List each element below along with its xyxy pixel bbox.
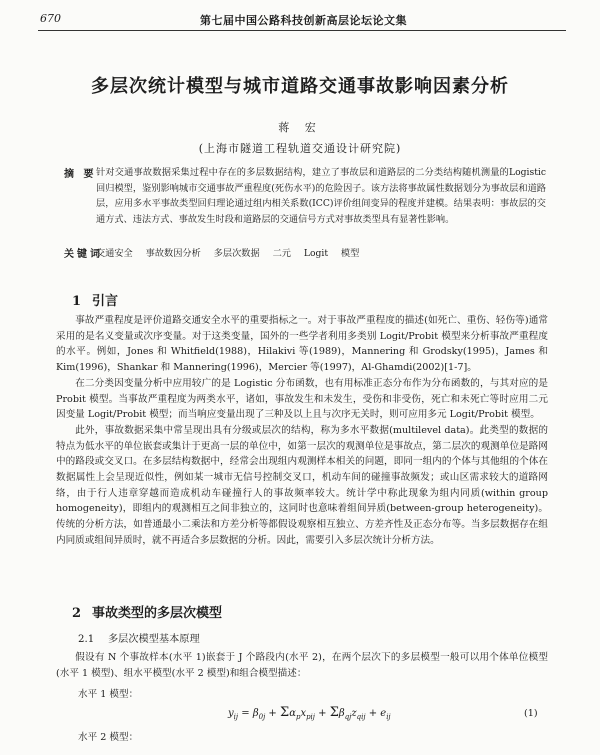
paragraph: 在二分类因变量分析中应用较广的是 Logistic 分布函数，也有用标准正态分布作为分布函数的，与其对应的是 Probit 模型。当事故严重程度为两类水平，诸如，事故发生和未发生，受伤和非受伤，死亡和未死亡等时应用二元因变量 Logit/Probit 模型；而当响应变量出现了三种及以上且与次序无关时，则可应用多元 Logit/Probit 模型。 xyxy=(56,377,548,421)
section2-body xyxy=(56,650,548,681)
paragraph: 假设有 N 个事故样本(水平 1)嵌套于 J 个路段内(水平 2)，在两个层次下的多层模型一般可以用个体单位模型(水平 1 模型)、组水平模型(水平 2 模型)和组合模型描述： xyxy=(56,652,548,679)
subsection-heading xyxy=(78,630,200,645)
author: 蒋 宏 xyxy=(278,121,322,134)
keywords-label: 关键词 xyxy=(64,249,103,260)
page-header xyxy=(0,6,600,28)
section-number: 2 xyxy=(72,606,82,621)
level2-label: 水平 2 模型： xyxy=(78,732,139,743)
page-number: 670 xyxy=(40,12,61,25)
equation-number: (1) xyxy=(524,708,538,719)
abstract-text: 针对交通事故数据采集过程中存在的多层数据结构，建立了事故层和道路层的二分类结构随机测量的Logistic回归模型，鉴别影响城市交通事故严重程度(死伤水平)的危险因子。该方法将事故属性数据划分为事故层和道路层，应用多水平事故类型回归理论通过组内相关系数(ICC)评价组间变异的程度并建模。结果表明：事故层的交通方式、违法方式、事故发生时段和道路层的交通信号方式对事故类型具有显著性影响。 xyxy=(96,167,546,226)
abstract-label: 摘 要 xyxy=(64,169,97,180)
running-title: 第七届中国公路科技创新高层论坛论文集 xyxy=(200,14,407,27)
section-title: 事故类型的多层次模型 xyxy=(92,606,223,621)
paper-title: 多层次统计模型与城市道路交通事故影响因素分析 xyxy=(91,76,509,97)
section-number: 1 xyxy=(72,294,82,309)
section-heading-1 xyxy=(72,290,118,309)
section-heading-2 xyxy=(72,602,222,621)
subsection-number: 2.1 xyxy=(78,634,95,645)
equation-1 xyxy=(228,705,391,721)
level1-label: 水平 1 模型： xyxy=(78,689,139,700)
keywords-text: 交通安全 事故数因分析 多层次数据 二元 Logit 模型 xyxy=(96,248,360,259)
paragraph: 此外，事故数据采集中常呈现出具有分级或层次的结构，称为多水平数据(multilevel data)。此类型的数据的特点为低水平的单位嵌套或集计于更高一层的单位中，如第一层次的观测单位是事故点，第二层次的观测单位是路网中的路段或交叉口。在多层结构数据中，经常会出现组内观测样本相关的问题，即同一组内的个体与其他组的个体在数据属性上会呈现近似性，例如某一城市无信号控制交叉口，机动车间的碰撞事故频发；或山区需求较大的道路网络，由于行人违章穿越而造成机动车碰撞行人的事故频率较大。统计学中称此现象为组内同质(within group homogeneity)，即组内的观测相互之间非独立的，这同时也意味着组间异质(between-group heterogeneity)。传统的分析方法，如普通最小二乘法和方差分析等都假设观察相互独立、方差齐性及正态分布等。当多层数据存在组内同质或组间异质时，就不再适合多层数据的分析。因此，需要引入多层次统计分析方法。 xyxy=(56,424,548,546)
header-rule xyxy=(38,30,566,31)
formula-glyph: $y_{ij} = \beta_{0j} + \Sigma\alpha_px_{pij} + \Sigma\beta_{qj}z_{qij} + e_{ij}$ xyxy=(228,705,391,721)
section1-body xyxy=(56,313,548,549)
subsection-title: 多层次模型基本原理 xyxy=(108,634,200,645)
affiliation: (上海市隧道工程轨道交通设计研究院) xyxy=(198,142,402,155)
paragraph: 事故严重程度是评价道路交通安全水平的重要指标之一。对于事故严重程度的描述(如死亡、重伤、轻伤等)通常采用的是名义变量或次序变量。对于这类变量，国外的一些学者利用多类别 Logit/Probit 模型来分析事故严重程度的水平。例如，Jones 和 Whitfield(1988)，Hilakivi 等(1989)，Mannering 和 Grodsky(1995)，James 和 Kim(1996)，Shankar 和 Mannering(1996)，Mercier 等(1997)，Al-Ghamdi(2002)[1-7]。 xyxy=(56,315,548,374)
section-title: 引言 xyxy=(92,294,119,309)
